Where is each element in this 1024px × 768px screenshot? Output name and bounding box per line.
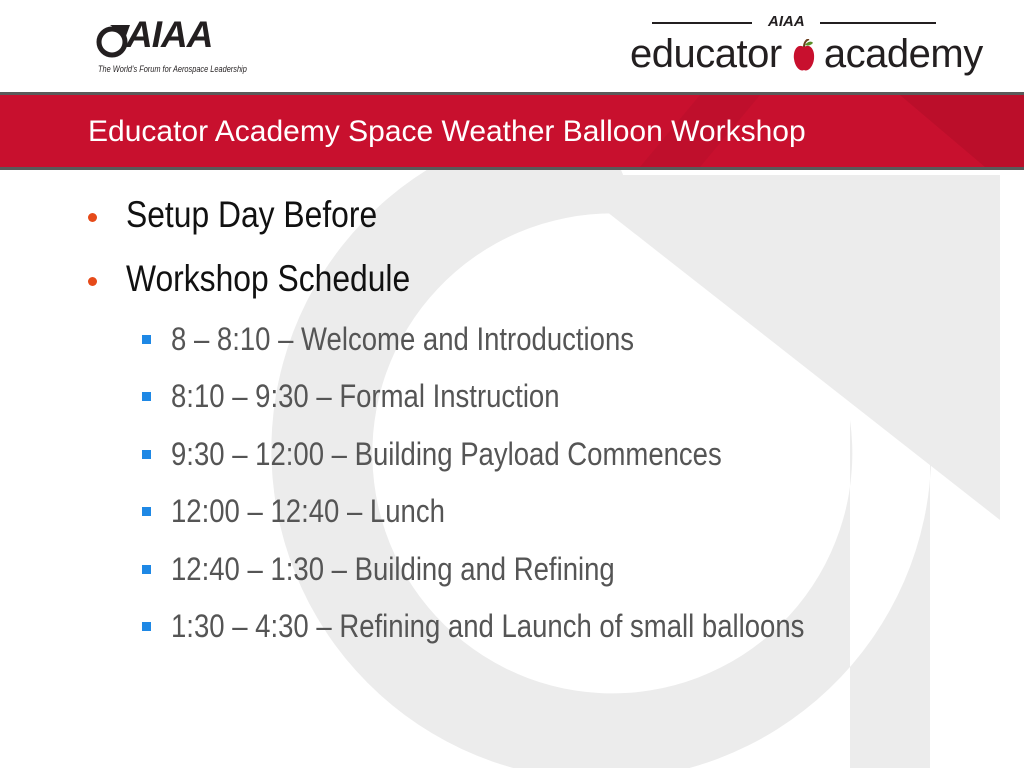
- aiaa-tagline: The World's Forum for Aerospace Leadership: [98, 64, 247, 74]
- list-item: 1:30 – 4:30 – Refining and Launch of small balloons: [171, 608, 805, 644]
- list-item: 8 – 8:10 – Welcome and Introductions: [171, 321, 635, 357]
- bullet-marker: [88, 213, 97, 222]
- bullet-marker: [142, 335, 151, 344]
- bullet-marker: [88, 277, 97, 286]
- list-item: Workshop Schedule: [126, 258, 411, 299]
- bullet-marker: [142, 507, 151, 516]
- list-item: 9:30 – 12:00 – Building Payload Commences: [171, 436, 722, 472]
- aiaa-wordmark: AIAA: [126, 14, 213, 55]
- bullet-marker: [142, 450, 151, 459]
- bullet-marker: [142, 565, 151, 574]
- list-item: 12:40 – 1:30 – Building and Refining: [171, 551, 615, 587]
- list-item: 8:10 – 9:30 – Formal Instruction: [171, 378, 560, 414]
- educator-logo-word2: academy: [823, 32, 983, 76]
- bullet-marker: [142, 622, 151, 631]
- list-item: Setup Day Before: [126, 194, 378, 235]
- slide-title: Educator Academy Space Weather Balloon Workshop: [88, 115, 806, 148]
- educator-logo-word1: educator: [630, 32, 782, 76]
- educator-logo-org: AIAA: [768, 13, 805, 30]
- list-item: 12:00 – 12:40 – Lunch: [171, 493, 445, 529]
- bullet-marker: [142, 392, 151, 401]
